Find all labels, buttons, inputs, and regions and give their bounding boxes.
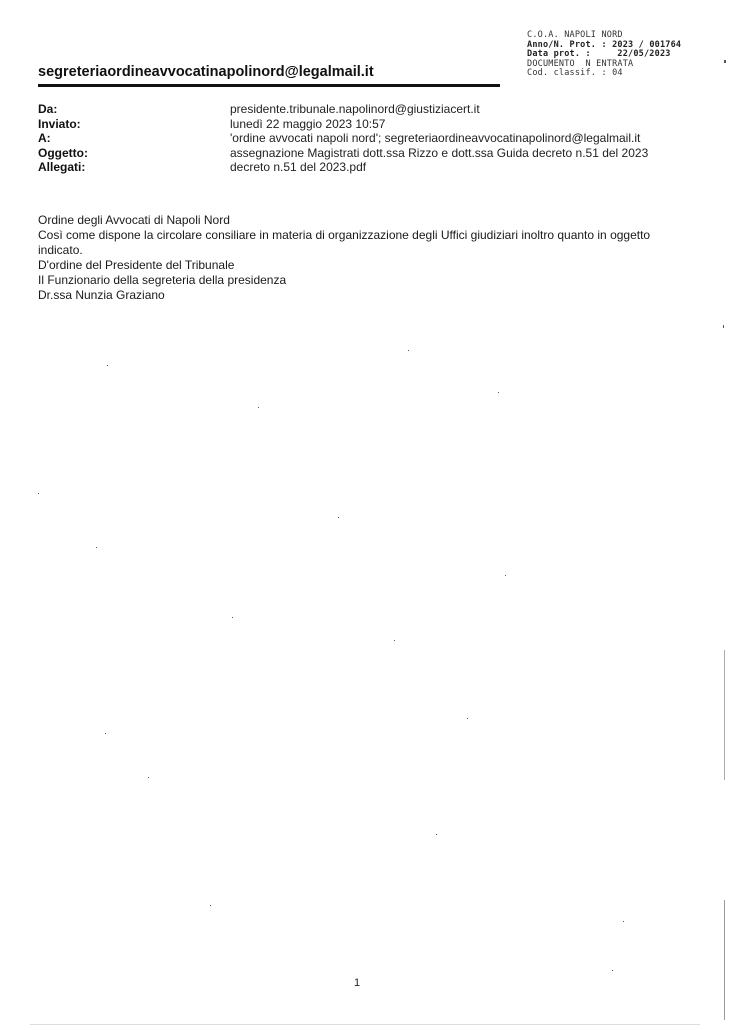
scan-speck xyxy=(623,921,624,922)
header-label-attachments: Allegati: xyxy=(38,160,86,175)
body-line-message: Così come dispone la circolare consiliare in materia di organizzazione degli Uffici giudiziari inoltro quanto in oggetto indicato. xyxy=(38,227,651,257)
scan-speck xyxy=(96,547,97,548)
attachment-link[interactable]: decreto n.51 del 2023.pdf xyxy=(230,160,367,175)
stamp-document-type: DOCUMENTO N ENTRATA xyxy=(527,58,634,69)
mailbox-title: segreteriaordineavvocatinapolinord@legalmail.it xyxy=(38,64,374,80)
title-divider xyxy=(38,84,500,87)
scan-speck xyxy=(408,350,409,351)
header-value-subject: assegnazione Magistrati dott.ssa Rizzo e dott.ssa Guida decreto n.51 del 2023 xyxy=(230,145,649,160)
scan-speck xyxy=(394,640,395,641)
header-value-sent: lunedì 22 maggio 2023 10:57 xyxy=(230,116,386,131)
protocol-stamp xyxy=(527,31,697,79)
stamp-date-label: Data prot. : xyxy=(527,49,591,60)
header-row-attachments xyxy=(38,160,678,175)
scan-edge-mark xyxy=(724,650,725,780)
header-label-sent: Inviato: xyxy=(38,116,81,131)
scan-speck xyxy=(107,365,108,366)
header-label-to: A: xyxy=(38,131,51,146)
scan-speck xyxy=(232,617,233,618)
scan-edge-mark xyxy=(723,325,724,328)
page-number: 1 xyxy=(354,977,361,989)
stamp-protocol-value: 2023 / 001764 xyxy=(612,39,682,50)
header-row-subject xyxy=(38,146,678,161)
header-row-from xyxy=(38,102,678,117)
scan-speck xyxy=(338,517,339,518)
scan-edge-mark xyxy=(724,60,726,63)
header-label-subject: Oggetto: xyxy=(38,145,88,160)
stamp-date-value: 22/05/2023 xyxy=(617,49,671,60)
body-line-signature: Dr.ssa Nunzia Graziano xyxy=(38,287,165,302)
header-value-from: presidente.tribunale.napolinord@giustiziacert.it xyxy=(230,102,480,116)
stamp-protocol-label: Anno/N. Prot. : xyxy=(527,39,607,50)
stamp-classification: Cod. classif. : 04 xyxy=(527,68,623,79)
header-row-to xyxy=(38,131,678,146)
stamp-office: C.O.A. NAPOLI NORD xyxy=(527,30,623,40)
email-headers xyxy=(38,102,678,175)
scan-speck xyxy=(498,392,499,393)
scan-speck xyxy=(105,733,106,734)
scan-speck xyxy=(467,718,468,719)
scan-speck xyxy=(436,834,437,835)
body-line-recipient: Ordine degli Avvocati di Napoli Nord xyxy=(38,213,230,227)
scan-speck xyxy=(505,575,506,576)
scan-speck xyxy=(210,905,211,906)
scan-bottom-mark xyxy=(30,1024,700,1025)
header-label-from: Da: xyxy=(38,102,58,116)
email-body xyxy=(38,213,688,302)
scan-speck xyxy=(612,970,613,971)
scan-speck xyxy=(38,493,39,494)
body-line-on-behalf: D'ordine del Presidente del Tribunale xyxy=(38,257,235,272)
header-value-to: 'ordine avvocati napoli nord'; segreteriaordineavvocatinapolinord@legalmail.it xyxy=(230,131,641,146)
body-line-role: Il Funzionario della segreteria della presidenza xyxy=(38,272,287,287)
header-row-sent xyxy=(38,117,678,132)
scan-speck xyxy=(258,407,259,408)
scan-speck xyxy=(148,777,149,778)
scan-edge-mark xyxy=(724,900,725,1020)
